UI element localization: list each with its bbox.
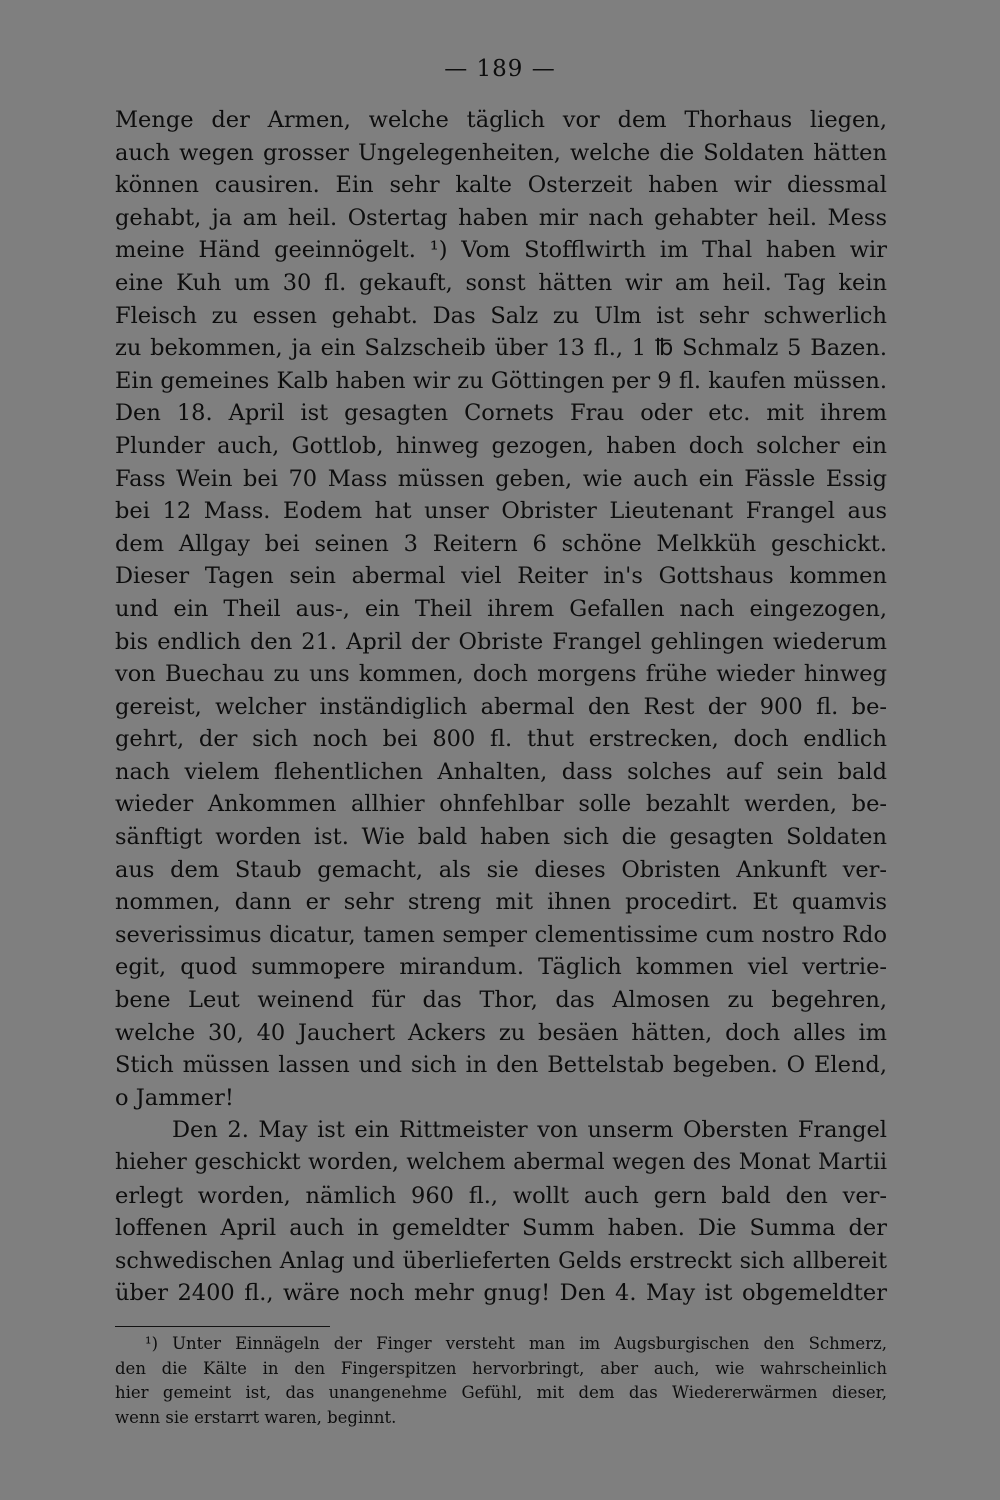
text-line: von Buechau zu uns kommen, doch morgens frühe wieder hinweg [115,661,887,688]
text-line: bei 12 Mass. Eodem hat unser Obrister Lieutenant Frangel aus [115,498,887,525]
text-line: gereist, welcher inständiglich abermal den Rest der 900 fl. be- [115,693,887,720]
text-line: zu bekommen, ja ein Salzscheib über 13 fl., 1 ℔ Schmalz 5 Bazen. [115,335,887,362]
body-text [115,104,887,1310]
footnote-line: den die Kälte in den Fingerspitzen hervorbringt, aber auch, wie wahrscheinlich [115,1358,887,1378]
text-line: hieher geschickt worden, welchem abermal wegen des Monat Martii [115,1150,887,1175]
footnote [115,1332,887,1430]
text-line: loffenen April auch in gemeldter Summ haben. Die Summa der [115,1215,887,1242]
text-line: severissimus dicatur, tamen semper clementissime cum nostro Rdo [115,921,887,948]
text-line: Plunder auch, Gottlob, hinweg gezogen, haben doch solcher ein [115,432,887,459]
page-number: — 189 — [444,56,556,82]
paragraph-end-line: o Jammer! [115,1084,234,1111]
footnote-divider [115,1326,330,1327]
text-line: Stich müssen lassen und sich in den Bettelstab begeben. O Elend, [115,1052,887,1079]
footnote-line: hier gemeint ist, das unangenehme Gefühl, mit dem das Wiedererwärmen dieser, [115,1383,887,1402]
text-line: schwedischen Anlag und überlieferten Gelds erstreckt sich allbereit [115,1247,887,1274]
text-line: gehabt, ja am heil. Ostertag haben mir nach gehabter heil. Mess [115,204,887,231]
text-line: Fleisch zu essen gehabt. Das Salz zu Ulm ist sehr schwerlich [115,302,887,329]
text-line: wieder Ankommen allhier ohnfehlbar solle bezahlt werden, be- [115,791,887,818]
text-line: und ein Theil aus-, ein Theil ihrem Gefallen nach eingezogen, [115,595,887,622]
text-line: erlegt worden, nämlich 960 fl., wollt auch gern bald den ver- [115,1182,887,1209]
text-line: Ein gemeines Kalb haben wir zu Göttingen per 9 fl. kaufen müssen. [115,367,887,394]
text-line: Menge der Armen, welche täglich vor dem Thorhaus liegen, [115,107,887,133]
text-line: auch wegen grosser Ungelegenheiten, welche die Soldaten hätten [115,139,887,166]
text-line: können causiren. Ein sehr kalte Osterzeit haben wir diessmal [115,172,887,199]
text-line: nommen, dann er sehr streng mit ihnen procedirt. Et quamvis [115,889,887,916]
text-line: eine Kuh um 30 fl. gekauft, sonst hätten wir am heil. Tag kein [115,269,887,296]
text-line: Dieser Tagen sein abermal viel Reiter in's Gottshaus kommen [115,563,887,590]
footnote-line: wenn sie erstarrt waren, beginnt. [115,1407,397,1427]
text-line: aus dem Staub gemacht, als sie dieses Obristen Ankunft ver- [115,856,887,883]
paragraph-start-line: Den 2. May ist ein Rittmeister von unserm Obersten Frangel [172,1117,887,1144]
text-line: Den 18. April ist gesagten Cornets Frau oder etc. mit ihrem [115,400,887,427]
text-line: meine Händ geeinnögelt. ¹) Vom Stofflwirth im Thal haben wir [115,237,887,264]
text-line: nach vielem flehentlichen Anhalten, dass solches auf sein bald [115,758,887,785]
text-line: bene Leut weinend für das Thor, das Almosen zu begehren, [115,987,887,1014]
text-line: Fass Wein bei 70 Mass müssen geben, wie auch ein Fässle Essig [115,465,887,492]
text-line: über 2400 fl., wäre noch mehr gnug! Den 4. May ist obgemeldter [115,1280,887,1307]
text-line: gehrt, der sich noch bei 800 fl. thut erstrecken, doch endlich [115,726,887,753]
footnote-line: ¹) Unter Einnägeln der Finger versteht man im Augsburgischen den Schmerz, [145,1334,887,1353]
text-line: welche 30, 40 Jauchert Ackers zu besäen hätten, doch alles im [115,1019,887,1046]
text-line: bis endlich den 21. April der Obriste Frangel gehlingen wiederum [115,628,887,655]
text-line: sänftigt worden ist. Wie bald haben sich die gesagten Soldaten [115,824,887,851]
text-line: dem Allgay bei seinen 3 Reitern 6 schöne Melkküh geschickt. [115,530,887,557]
text-line: egit, quod summopere mirandum. Täglich kommen viel vertrie- [115,954,887,981]
